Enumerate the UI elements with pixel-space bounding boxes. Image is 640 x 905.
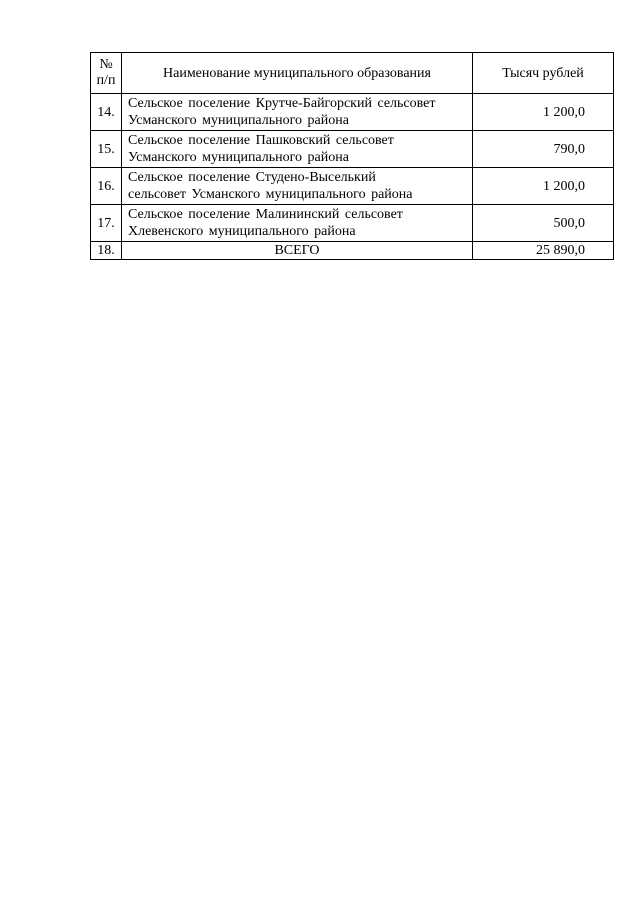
row-sum: 500,0 [473, 205, 614, 242]
row-number: 17. [91, 205, 122, 242]
row-name-line: Хлевенского муниципального района [128, 224, 356, 239]
row-sum: 1 200,0 [473, 94, 614, 131]
row-sum: 1 200,0 [473, 168, 614, 205]
row-name [122, 94, 473, 131]
row-name-line: Усманского муниципального района [128, 113, 349, 128]
total-label: ВСЕГО [122, 242, 473, 260]
header-sum-cell: Тысяч рублей [473, 53, 614, 94]
table-row [91, 168, 614, 205]
header-number-symbol: № [99, 57, 113, 72]
table-row [91, 205, 614, 242]
row-number: 14. [91, 94, 122, 131]
row-name-line: Усманского муниципального района [128, 150, 349, 165]
header-number-abbrev: п/п [96, 73, 116, 88]
table-header-row [91, 53, 614, 94]
row-name-line: Сельское поселение Студено-Выселький [128, 170, 376, 185]
row-name-line: сельсовет Усманского муниципального района [128, 187, 413, 202]
row-name [122, 205, 473, 242]
table-row [91, 94, 614, 131]
row-name-line: Сельское поселение Крутче-Байгорский сельсовет [128, 96, 436, 111]
row-name [122, 168, 473, 205]
total-number: 18. [91, 242, 122, 260]
row-name-line: Сельское поселение Пашковский сельсовет [128, 133, 394, 148]
table-total-row [91, 242, 614, 260]
row-number: 16. [91, 168, 122, 205]
row-name [122, 131, 473, 168]
row-sum: 790,0 [473, 131, 614, 168]
table-row [91, 131, 614, 168]
header-number-cell [91, 53, 122, 94]
row-number: 15. [91, 131, 122, 168]
row-name-line: Сельское поселение Малининский сельсовет [128, 207, 403, 222]
header-name-cell: Наименование муниципального образования [122, 53, 473, 94]
funding-table [90, 52, 614, 260]
total-sum: 25 890,0 [473, 242, 614, 260]
